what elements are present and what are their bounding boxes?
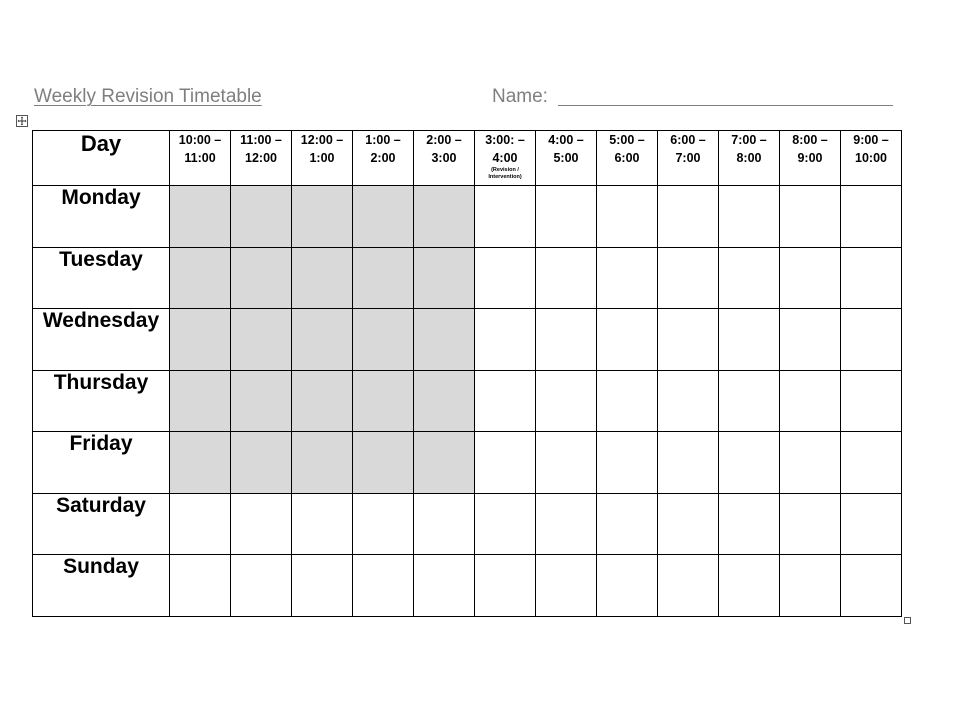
time-slot-start: 9:00 – <box>853 133 889 147</box>
time-slot-header <box>170 131 231 186</box>
timetable-cell-blocked[interactable] <box>414 432 475 494</box>
time-slot-end: 12:00 <box>245 151 277 165</box>
day-label: Wednesday <box>33 309 170 371</box>
time-slot-note-line: Intervention) <box>488 174 522 180</box>
day-label: Monday <box>33 186 170 248</box>
time-slot-start: 10:00 – <box>178 133 222 147</box>
time-slot-end: 3:00 <box>431 151 457 165</box>
day-row <box>33 247 902 309</box>
time-slot-start: 4:00 – <box>548 133 584 147</box>
timetable-cell-blocked[interactable] <box>353 309 414 371</box>
time-slot-end: 5:00 <box>553 151 579 165</box>
timetable-cell-blocked[interactable] <box>170 432 231 494</box>
timetable-cell[interactable] <box>414 493 475 555</box>
timetable-cell[interactable] <box>536 555 597 617</box>
timetable-cell[interactable] <box>536 493 597 555</box>
time-slot-header <box>841 131 902 186</box>
day-row <box>33 186 902 248</box>
timetable-cell[interactable] <box>536 186 597 248</box>
time-slot-start: 5:00 – <box>609 133 645 147</box>
timetable-cell[interactable] <box>536 370 597 432</box>
timetable-cell[interactable] <box>231 555 292 617</box>
time-slot-start: 7:00 – <box>731 133 767 147</box>
timetable-cell-blocked[interactable] <box>231 247 292 309</box>
timetable-cell[interactable] <box>780 247 841 309</box>
timetable-cell[interactable] <box>841 186 902 248</box>
timetable-cell-blocked[interactable] <box>414 247 475 309</box>
timetable-cell[interactable] <box>658 186 719 248</box>
timetable-cell[interactable] <box>475 186 536 248</box>
timetable-cell-blocked[interactable] <box>170 370 231 432</box>
timetable-cell[interactable] <box>292 555 353 617</box>
timetable-cell[interactable] <box>780 186 841 248</box>
timetable-cell-blocked[interactable] <box>353 186 414 248</box>
table-move-icon[interactable] <box>16 115 28 127</box>
timetable-cell[interactable] <box>536 309 597 371</box>
timetable-cell[interactable] <box>841 309 902 371</box>
timetable-cell-blocked[interactable] <box>231 370 292 432</box>
timetable-cell[interactable] <box>475 432 536 494</box>
timetable-cell[interactable] <box>780 370 841 432</box>
timetable-cell[interactable] <box>536 432 597 494</box>
time-slot-start: 3:00: – <box>485 133 525 147</box>
timetable-cell[interactable] <box>658 555 719 617</box>
time-slot-header <box>414 131 475 186</box>
timetable-cell[interactable] <box>719 493 780 555</box>
day-row <box>33 370 902 432</box>
time-slot-end: 11:00 <box>184 151 216 165</box>
timetable-cell[interactable] <box>841 432 902 494</box>
timetable-cell[interactable] <box>475 309 536 371</box>
time-slot-header <box>292 131 353 186</box>
timetable-cell-blocked[interactable] <box>231 309 292 371</box>
time-slot-header <box>719 131 780 186</box>
timetable-cell[interactable] <box>719 309 780 371</box>
timetable-cell[interactable] <box>719 432 780 494</box>
day-row <box>33 309 902 371</box>
name-label: Name: <box>492 86 548 107</box>
time-slot-end: 9:00 <box>797 151 823 165</box>
day-column-header: Day <box>33 131 170 186</box>
day-row <box>33 432 902 494</box>
time-slot-header <box>353 131 414 186</box>
timetable-cell-blocked[interactable] <box>292 186 353 248</box>
day-label: Sunday <box>33 555 170 617</box>
timetable-cell[interactable] <box>658 432 719 494</box>
timetable-cell[interactable] <box>414 555 475 617</box>
timetable-cell[interactable] <box>841 247 902 309</box>
timetable-cell[interactable] <box>841 493 902 555</box>
timetable-cell-blocked[interactable] <box>353 247 414 309</box>
time-slot-end: 4:00 <box>492 151 518 165</box>
timetable-cell-blocked[interactable] <box>231 186 292 248</box>
table-resize-icon[interactable] <box>904 617 911 624</box>
timetable-cell[interactable] <box>658 247 719 309</box>
timetable-cell[interactable] <box>170 555 231 617</box>
timetable-cell[interactable] <box>719 247 780 309</box>
timetable-cell-blocked[interactable] <box>170 186 231 248</box>
day-label: Thursday <box>33 370 170 432</box>
timetable-cell-blocked[interactable] <box>292 247 353 309</box>
time-slot-start: 11:00 – <box>240 133 282 147</box>
timetable-cell[interactable] <box>841 370 902 432</box>
time-slot-end: 8:00 <box>736 151 762 165</box>
time-slot-header <box>475 131 536 186</box>
timetable-cell[interactable] <box>292 493 353 555</box>
timetable-cell[interactable] <box>780 493 841 555</box>
time-slot-note <box>475 167 535 181</box>
timetable-cell-blocked[interactable] <box>414 186 475 248</box>
timetable-cell[interactable] <box>353 555 414 617</box>
time-slot-end: 2:00 <box>370 151 396 165</box>
document-title: Weekly Revision Timetable <box>34 86 262 107</box>
timetable-cell[interactable] <box>780 309 841 371</box>
timetable-cell[interactable] <box>719 186 780 248</box>
timetable-cell[interactable] <box>719 555 780 617</box>
time-slot-end: 10:00 <box>855 151 887 165</box>
timetable-cell-blocked[interactable] <box>414 309 475 371</box>
timetable-cell-blocked[interactable] <box>292 370 353 432</box>
timetable-grid <box>32 130 902 617</box>
time-slot-header <box>658 131 719 186</box>
timetable-cell[interactable] <box>231 493 292 555</box>
timetable-cell-blocked[interactable] <box>170 247 231 309</box>
header-row <box>33 131 902 186</box>
day-label: Friday <box>33 432 170 494</box>
day-label: Tuesday <box>33 247 170 309</box>
timetable-cell[interactable] <box>475 247 536 309</box>
timetable-cell[interactable] <box>780 555 841 617</box>
timetable-cell[interactable] <box>658 370 719 432</box>
timetable-cell[interactable] <box>841 555 902 617</box>
timetable-cell-blocked[interactable] <box>292 309 353 371</box>
timetable-cell-blocked[interactable] <box>231 432 292 494</box>
day-row <box>33 493 902 555</box>
time-slot-note-line: (Revision / <box>491 167 519 173</box>
timetable-cell[interactable] <box>475 370 536 432</box>
timetable-cell[interactable] <box>597 309 658 371</box>
time-slot-end: 6:00 <box>614 151 640 165</box>
time-slot-header <box>536 131 597 186</box>
timetable-cell[interactable] <box>597 370 658 432</box>
timetable-cell-blocked[interactable] <box>170 309 231 371</box>
time-slot-header <box>231 131 292 186</box>
timetable-cell-blocked[interactable] <box>414 370 475 432</box>
timetable-cell[interactable] <box>170 493 231 555</box>
timetable-cell[interactable] <box>597 247 658 309</box>
name-input-line[interactable] <box>558 105 893 106</box>
timetable-cell[interactable] <box>536 247 597 309</box>
timetable-cell[interactable] <box>658 309 719 371</box>
timetable-cell[interactable] <box>353 493 414 555</box>
time-slot-start: 2:00 – <box>426 133 462 147</box>
timetable-cell[interactable] <box>719 370 780 432</box>
time-slot-header <box>780 131 841 186</box>
timetable-cell[interactable] <box>597 186 658 248</box>
time-slot-start: 12:00 – <box>300 133 344 147</box>
timetable-cell-blocked[interactable] <box>353 432 414 494</box>
time-slot-start: 8:00 – <box>792 133 828 147</box>
day-row <box>33 555 902 617</box>
time-slot-end: 7:00 <box>675 151 701 165</box>
time-slot-end: 1:00 <box>309 151 335 165</box>
timetable-cell[interactable] <box>475 493 536 555</box>
timetable-cell-blocked[interactable] <box>353 370 414 432</box>
timetable-cell[interactable] <box>597 432 658 494</box>
timetable-cell[interactable] <box>658 493 719 555</box>
time-slot-header <box>597 131 658 186</box>
timetable-cell[interactable] <box>475 555 536 617</box>
time-slot-start: 6:00 – <box>670 133 706 147</box>
timetable-cell-blocked[interactable] <box>292 432 353 494</box>
timetable-cell[interactable] <box>780 432 841 494</box>
timetable-cell[interactable] <box>597 555 658 617</box>
timetable-cell[interactable] <box>597 493 658 555</box>
day-label: Saturday <box>33 493 170 555</box>
time-slot-start: 1:00 – <box>365 133 401 147</box>
